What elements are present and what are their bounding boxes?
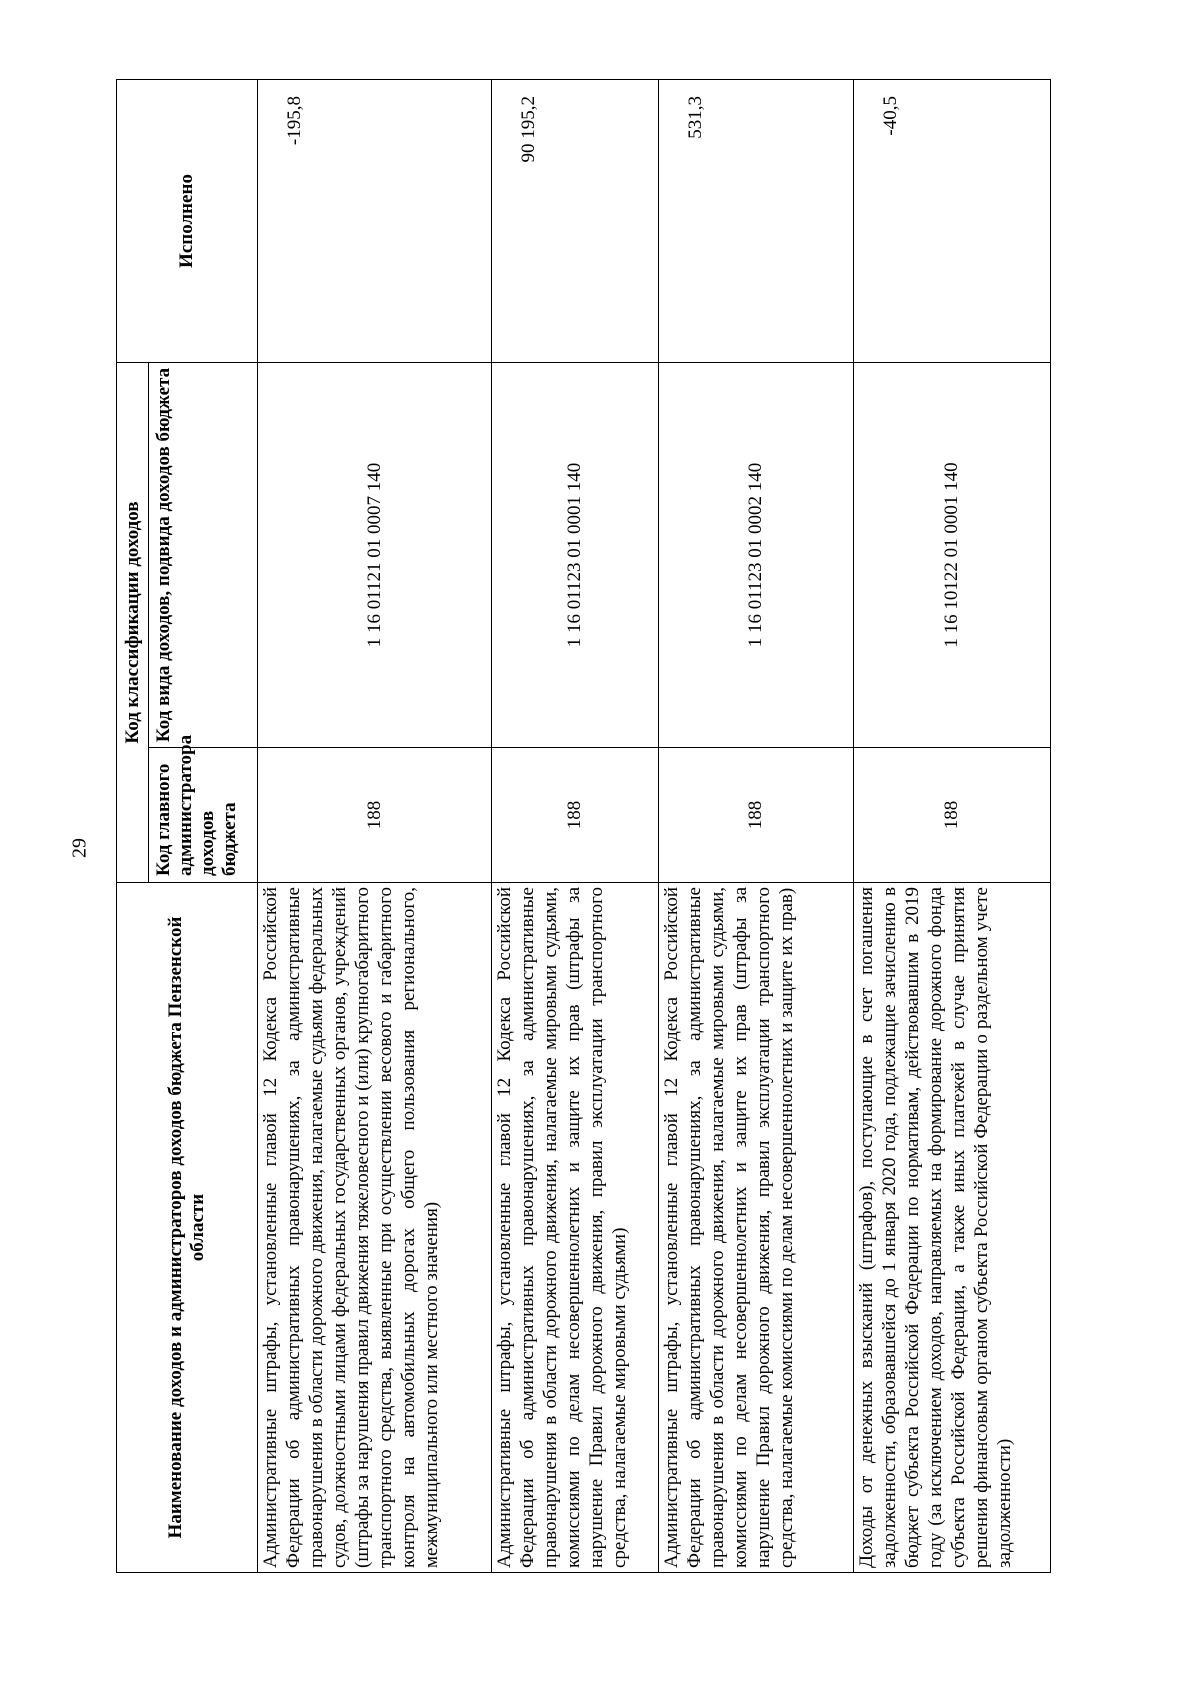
row-admin-code: 188 [258, 748, 492, 883]
header-type-code: Код вида доходов, подвида доходов бюджета [149, 363, 258, 748]
row-amount: -40,5 [854, 80, 1051, 363]
header-name: Наименование доходов и администраторов доходов бюджета Пензенской области [117, 883, 258, 1573]
header-executed: Исполнено [117, 80, 258, 363]
row-amount: -195,8 [258, 80, 492, 363]
page-number: 29 [68, 838, 91, 858]
header-classification-group: Код классификации доходов [117, 363, 149, 883]
row-admin-code: 188 [854, 748, 1051, 883]
row-description: Административные штрафы, установленные главой 12 Кодекса Российской Федерации об административных правонарушениях, за административные правонарушения в области дорожного движения, налагаемые мировыми судьями, комиссиями по делам несовершеннолетних и защите их прав (штрафы за нарушение Правил дорожного движения, правил эксплуатации транспортного средства, налагаемые мировыми судьями) [492, 883, 659, 1573]
rotated-table-container [116, 80, 1051, 1573]
table-row [492, 80, 659, 1573]
row-type-code: 1 16 10122 01 0001 140 [854, 363, 1051, 748]
row-description: Административные штрафы, установленные главой 12 Кодекса Российской Федерации об административных правонарушениях, за административные правонарушения в области дорожного движения, налагаемые судьями федеральных судов, должностными лицами федеральных государственных органов, учреждений (штрафы за нарушения правил движения тяжеловесного и (или) крупногабаритного транспортного средства, выявленные при осуществлении весового и габаритного контроля на автомобильных дорогах общего пользования регионального, межмуниципального или местного значения) [258, 883, 492, 1573]
table-row [658, 80, 853, 1573]
row-admin-code: 188 [492, 748, 659, 883]
header-admin-code: Код главного администратора доходов бюджета [149, 748, 258, 883]
revenue-table [116, 79, 1051, 1573]
table-row [258, 80, 492, 1573]
row-type-code: 1 16 01123 01 0001 140 [492, 363, 659, 748]
row-amount: 90 195,2 [492, 80, 659, 363]
row-description: Административные штрафы, установленные главой 12 Кодекса Российской Федерации об административных правонарушениях, за административные правонарушения в области дорожного движения, налагаемые мировыми судьями, комиссиями по делам несовершеннолетних и защите их прав (штрафы за нарушение Правил дорожного движения, правил эксплуатации транспортного средства, налагаемые комиссиями по делам несовершеннолетних и защите их прав) [658, 883, 853, 1573]
row-type-code: 1 16 01121 01 0007 140 [258, 363, 492, 748]
row-description: Доходы от денежных взысканий (штрафов), поступающие в счет погашения задолженности, образовавшейся до 1 января 2020 года, подлежащие зачислению в бюджет субъекта Российской Федерации по нормативам, действовавшим в 2019 году (за исключением доходов, направляемых на формирование дорожного фонда субъекта Российской Федерации, а также иных платежей в случае принятия решения финансовым органом субъекта Российской Федерации о раздельном учете задолженности) [854, 883, 1051, 1573]
table-row [854, 80, 1051, 1573]
row-type-code: 1 16 01123 01 0002 140 [658, 363, 853, 748]
row-amount: 531,3 [658, 80, 853, 363]
row-admin-code: 188 [658, 748, 853, 883]
